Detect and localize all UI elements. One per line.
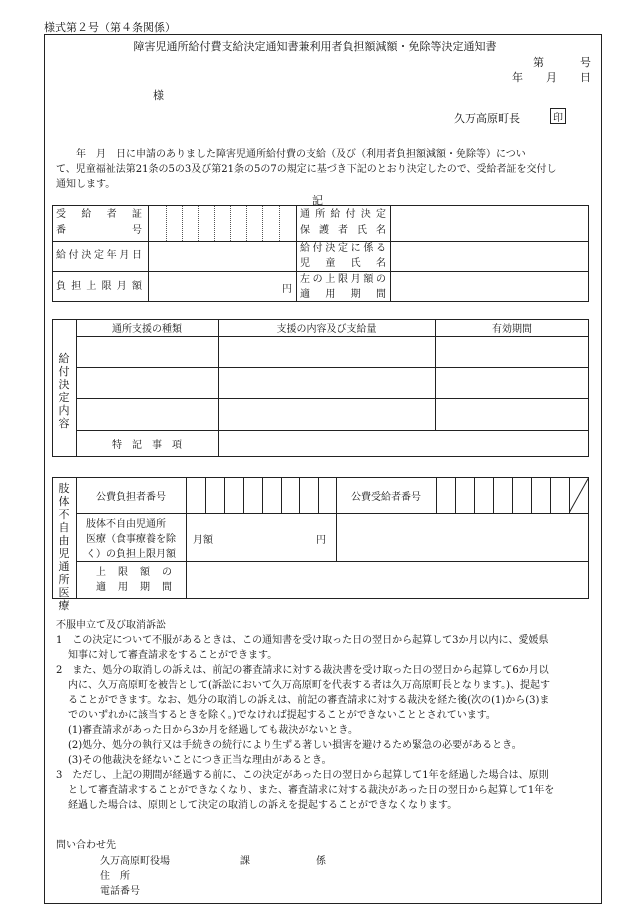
contact-heading: 問い合わせ先 <box>56 840 116 851</box>
contact-office: 久万高原町役場 <box>100 856 170 867</box>
contact-address: 住 所 <box>100 871 130 882</box>
child-label-1: 給付決定に係る <box>300 243 386 254</box>
contact-ka: 課 <box>240 856 250 867</box>
number-label-dai: 第 <box>533 56 544 69</box>
medical-limit-label-3: く）の負担上限月額 <box>86 549 176 560</box>
guardian-label-1: 通所給付決定 <box>300 209 386 220</box>
ki-label: 記 <box>312 194 323 207</box>
special-notes-label: 特 記 事 項 <box>112 440 182 451</box>
appeal-p3-line1: 3 ただし、上記の期間が経過する前に、この決定があった日の翌日から起算して1年を経過した場合は、原則 <box>56 770 549 781</box>
payer-number-label: 公費負担者番号 <box>96 491 166 503</box>
appeal-p2-line2: 内に、久万高原町を被告として(訴訟において久万高原町を代表する者は久万高原町長となります。)、提起す <box>68 680 551 691</box>
monthly-label: 月額 <box>193 535 213 546</box>
recipient-number-label-2: 番 号 <box>56 225 142 236</box>
date-day: 日 <box>580 71 591 84</box>
col-service-type: 通所支援の種類 <box>112 324 182 335</box>
limit-yen: 円 <box>282 284 292 295</box>
guardian-label-2: 保護者氏名 <box>300 225 386 236</box>
limit-applicable-label-2: 適 用 期 間 <box>96 582 172 593</box>
number-label-go: 号 <box>580 56 591 69</box>
intro-line-2: て、児童福祉法第21条の5の3及び第21条の5の7の規定に基づき下記のとおり決定したので、受給者証を交付し <box>56 164 557 175</box>
limit-period-label-2: 適 用 期 間 <box>300 289 386 300</box>
recipient-number-label-1: 受 給 者 証 <box>56 209 142 220</box>
limit-applicable-label-1: 上 限 額 の <box>96 567 172 578</box>
decision-content-side-label: 給 付 決 定 内 容 <box>58 352 70 430</box>
appeal-p2-line4: でのいずれかに該当するときを除く。)でなければ提起することができないこととされています。 <box>68 710 496 721</box>
medical-limit-label-2: 医療（食事療養を除 <box>86 534 176 545</box>
appeal-p1-line2: 知事に対して審査請求をすることができます。 <box>68 650 278 661</box>
medical-yen: 円 <box>316 535 326 546</box>
seal-mark: 印 <box>550 108 566 124</box>
date-month: 月 <box>546 71 557 84</box>
col-support-content: 支援の内容及び支給量 <box>276 324 377 335</box>
recipient-public-number-label: 公費受給者番号 <box>351 491 421 503</box>
contact-phone: 電話番号 <box>100 886 140 897</box>
decision-date-label: 給付決定年月日 <box>56 250 142 261</box>
diagonal-slash <box>569 477 589 513</box>
appeal-p3-line3: 経過した場合は、原則として決定の取消しの訴えを提起することができなくなります。 <box>68 800 458 811</box>
appeal-p2-line1: 2 また、処分の取消しの訴えは、前記の審査請求に対する裁決書を受け取った日の翌日から起算して6か月以 <box>56 665 549 676</box>
medical-side-label: 肢 体 不 自 由 児 通 所 医 療 <box>58 482 70 612</box>
limit-period-label-1: 左の上限月額の <box>300 274 386 285</box>
intro-line-1: 年 月 日に申請のありました障害児通所給付費の支給（及び（利用者負担額減額・免除等）につい <box>56 149 526 160</box>
child-label-2: 児 童 氏 名 <box>300 258 386 269</box>
addressee-suffix: 様 <box>153 89 164 102</box>
appeal-p1-line1: 1 この決定について不服があるときは、この通知書を受け取った日の翌日から起算して3か月以内に、愛媛県 <box>56 635 549 646</box>
contact-kakari: 係 <box>316 856 326 867</box>
appeal-item-3: (3)その他裁決を経ないことにつき正当な理由があるとき。 <box>68 755 332 766</box>
document-title: 障害児通所給付費支給決定通知書兼利用者負担額減額・免除等決定通知書 <box>133 40 497 53</box>
issuer-name: 久万高原町長 <box>454 112 520 125</box>
appeal-item-1: (1)審査請求があった日から3か月を経過しても裁決がないとき。 <box>68 725 359 736</box>
limit-label: 負担上限月額 <box>56 281 142 292</box>
col-valid-period: 有効期間 <box>492 324 532 335</box>
intro-line-3: 通知します。 <box>56 179 116 190</box>
appeal-p2-line3: ることができます。なお、処分の取消しの訴えは、前記の審査請求に対する裁決を経た後(次の(1)から(3)ま <box>68 695 550 706</box>
appeal-heading: 不服申立て及び取消訴訟 <box>56 620 166 631</box>
medical-limit-label-1: 肢体不自由児通所 <box>86 519 166 530</box>
date-year: 年 <box>512 71 523 84</box>
form-number: 様式第２号（第４条関係） <box>44 21 176 34</box>
appeal-p3-line2: として審査請求することができなくなり、また、審査請求に対する裁決があった日の翌日から起算して1年を <box>68 785 555 796</box>
appeal-item-2: (2)処分、処分の執行又は手続きの続行により生ずる著しい損害を避けるため緊急の必要があるとき。 <box>68 740 522 751</box>
